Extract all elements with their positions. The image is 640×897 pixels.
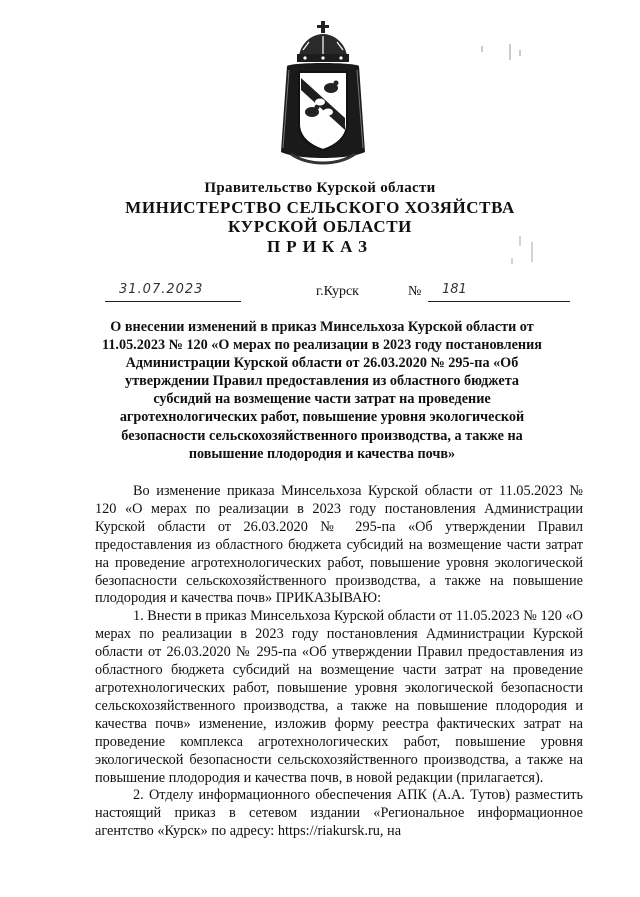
scan-marks	[470, 40, 530, 80]
document-type: ПРИКАЗ	[267, 237, 373, 256]
body-paragraph-item-1: 1. Внести в приказ Минсельхоза Курской области от 11.05.2023 № 120 «О мерах по реализации в 2023 году постановления Администрации Курской области от 26.03.2020 № 295-па «Об утверждении Правил предоставления из областного бюджета субсидий на возмещение части затрат на проведение агротехнологических работ, повышение уровня экологической безопасности сельскохозяйственного производства, а также на повышение плодородия и качества почв» изменение, изложив форму реестра фактических затрат на проведение комплекса агротехнологических работ, повышение уровня экологической безопасности сельскохозяйственного производства, а также на повышение плодородия и качества почв, в новой редакции (прилагается).	[95, 608, 583, 786]
order-date-field	[105, 284, 241, 302]
body-paragraph-item-2: 2. Отделу информационного обеспечения АПК (А.А. Тутов) разместить настоящий приказ в сетевом издании «Региональное информационное агентство «Курск» по адресу: https://riakursk.ru, на	[95, 787, 583, 840]
order-city: г.Курск	[316, 284, 359, 299]
government-name: Правительство Курской области	[204, 180, 436, 196]
ministry-name-line1: МИНИСТЕРСТВО СЕЛЬСКОГО ХОЗЯЙСТВА	[125, 198, 515, 217]
coat-of-arms-icon	[279, 20, 367, 168]
order-meta-row	[0, 284, 640, 306]
order-number-label: №	[408, 284, 422, 299]
order-number: 181	[442, 282, 467, 297]
order-body	[95, 483, 583, 841]
order-number-field	[428, 284, 570, 302]
order-date: 31.07.2023	[119, 282, 204, 297]
order-title: О внесении изменений в приказ Минсельхоза Курской области от 11.05.2023 № 120 «О мерах по реализации в 2023 году постановления Администрации Курской области от 26.03.2020 № 295-па «Об утверждении Правил предоставления из областного бюджета субсидий на возмещение части затрат на проведение агротехнологических работ, повышение уровня экологической безопасности сельскохозяйственного производства, а также на повышение плодородия и качества почв»	[102, 319, 542, 462]
ministry-name-line2: КУРСКОЙ ОБЛАСТИ	[228, 217, 412, 236]
body-paragraph-preamble: Во изменение приказа Минсельхоза Курской области от 11.05.2023 № 120 «О мерах по реализации в 2023 году постановления Администрации Курской области от 26.03.2020 № 295-па «Об утверждении Правил предоставления из областного бюджета субсидий на возмещение части затрат на проведение агротехнологических работ, повышение уровня экологической безопасности сельскохозяйственного производства, а также на повышение плодородия и качества почв» ПРИКАЗЫВАЮ:	[95, 483, 583, 607]
